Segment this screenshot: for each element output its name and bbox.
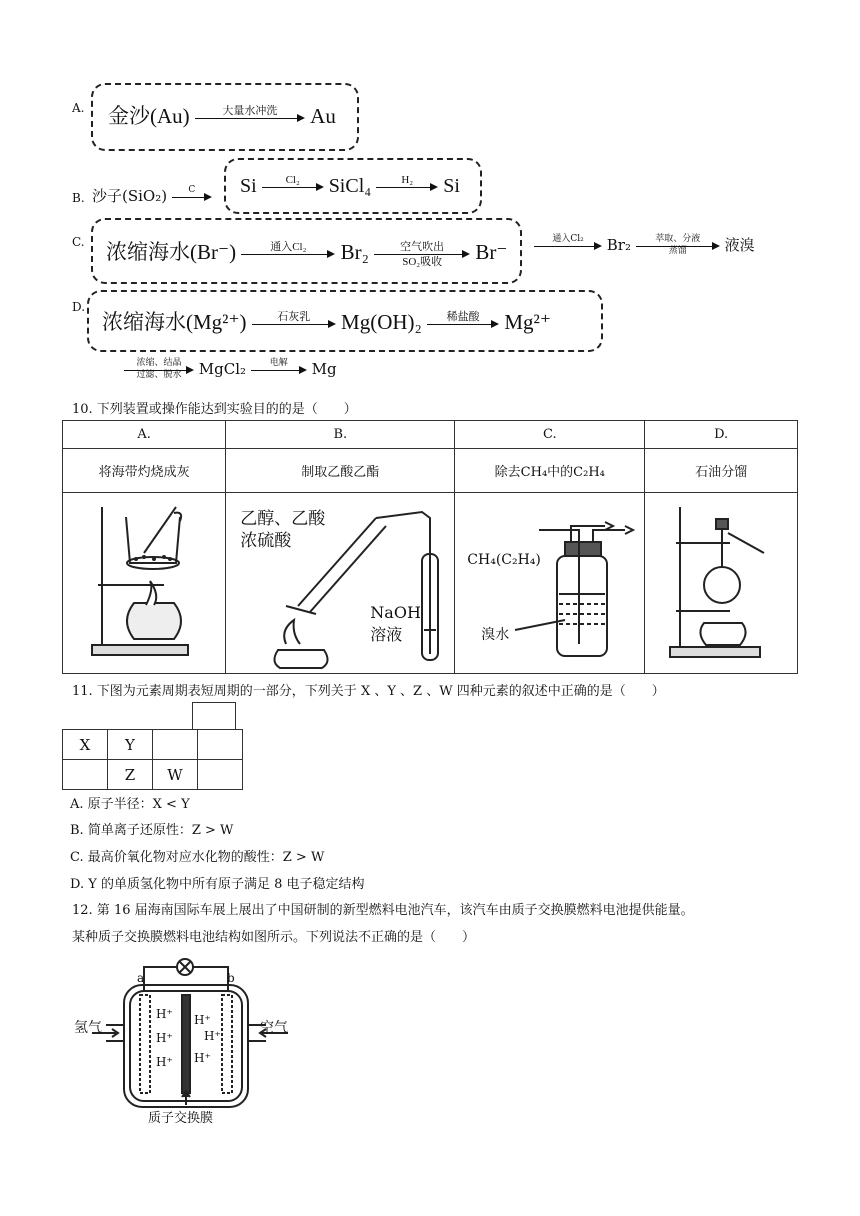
gas-washing-bottle-icon	[455, 494, 644, 672]
question-12-stem-line1: 12. 第 16 届海南国际车展上展出了中国研制的新型燃料电池汽车，该汽车由质子交换膜燃料电池提供能量。	[72, 903, 694, 918]
electrode-b-label: b	[227, 971, 235, 985]
reaction-arrow: 稀盐酸	[427, 313, 499, 335]
reaction-d-tail	[124, 360, 337, 379]
reaction-arrow: 电解	[251, 361, 307, 379]
apparatus-b-cell	[226, 493, 455, 674]
reaction-arrow: 空气吹出 SO₂吸收	[374, 243, 470, 265]
option-label-c: C.	[72, 235, 85, 249]
species: Mg²⁺	[504, 310, 551, 334]
col-header: A.	[63, 421, 226, 449]
reagent-label: 浓硫酸	[240, 531, 292, 551]
membrane-label: 质子交换膜	[148, 1111, 214, 1126]
species: Au	[310, 104, 336, 128]
reaction-arrow: Cl₂	[262, 177, 324, 197]
reaction-d	[102, 306, 551, 336]
hydrogen-label: 氢气	[74, 1020, 102, 1036]
periodic-table-top-cell	[192, 702, 236, 730]
reaction-arrow: 通入Cl₂	[534, 237, 602, 255]
reaction-arrow: 通入Cl₂	[241, 243, 335, 265]
species: 浓缩海水(Mg²⁺)	[102, 310, 247, 334]
reaction-arrow: H₂	[376, 177, 438, 197]
proton-label: H⁺	[204, 1029, 221, 1043]
element-cell: W	[153, 760, 198, 790]
species: Si	[443, 175, 460, 197]
element-cell	[63, 760, 108, 790]
proton-label: H⁺	[194, 1051, 211, 1065]
reaction-arrow: C	[172, 188, 212, 206]
answer-option: A. 原子半径：X < Y	[70, 797, 190, 812]
crucible-burning-apparatus-icon	[64, 493, 224, 669]
answer-option: B. 简单离子还原性：Z > W	[70, 823, 234, 838]
reagent-label: NaOH	[370, 603, 421, 622]
apparatus-c-cell	[455, 493, 645, 674]
reaction-arrow: 浓缩、结晶 过滤、脱水	[124, 361, 194, 379]
fuel-cell-diagram-icon	[70, 955, 310, 1125]
apparatus-a-cell	[63, 493, 226, 674]
species: Br⁻	[475, 240, 508, 264]
proton-label: H⁺	[156, 1031, 173, 1045]
species: Br₂	[606, 236, 631, 254]
species: 沙子(SiO₂)	[92, 187, 168, 205]
proton-label: H⁺	[156, 1055, 173, 1069]
reaction-c	[106, 236, 508, 266]
periodic-table-fragment	[62, 729, 243, 790]
col-header: D.	[645, 421, 798, 449]
reagent-label: 溶液	[370, 625, 403, 644]
species: SiCl₄	[328, 175, 372, 197]
option-label-b: B.	[72, 191, 85, 205]
species: 浓缩海水(Br⁻)	[106, 240, 237, 264]
purpose-cell: 制取乙酸乙酯	[226, 449, 455, 493]
purpose-cell: 石油分馏	[645, 449, 798, 493]
element-cell	[153, 730, 198, 760]
reaction-a	[108, 100, 336, 130]
element-cell	[198, 730, 243, 760]
apparatus-d-cell	[645, 493, 798, 674]
fractional-distillation-apparatus-icon	[646, 493, 796, 669]
air-label: 空气	[260, 1020, 288, 1036]
liquid-label: 溴水	[481, 627, 510, 643]
proton-label: H⁺	[156, 1007, 173, 1021]
question-10-table	[62, 420, 798, 674]
reaction-arrow: 石灰乳	[252, 313, 336, 335]
gas-label: CH₄(C₂H₄)	[467, 552, 541, 568]
species: 液溴	[724, 236, 755, 254]
reaction-arrow: 大量水冲洗	[195, 107, 305, 129]
reagent-label: 乙醇、乙酸	[240, 509, 326, 529]
reaction-b	[240, 175, 460, 198]
element-cell: Z	[108, 760, 153, 790]
option-label-d: D.	[72, 300, 86, 314]
answer-option: C. 最高价氧化物对应水化物的酸性：Z > W	[70, 850, 325, 865]
species: MgCl₂	[198, 360, 247, 378]
species: Br₂	[340, 240, 369, 264]
electrode-a-label: a	[137, 971, 145, 985]
element-cell	[198, 760, 243, 790]
option-label-a: A.	[72, 101, 85, 115]
species: Mg(OH)₂	[341, 310, 422, 334]
element-cell: Y	[108, 730, 153, 760]
species: Mg	[311, 360, 337, 378]
reaction-c-tail	[534, 234, 755, 255]
element-cell: X	[63, 730, 108, 760]
proton-label: H⁺	[194, 1013, 211, 1027]
species: Si	[240, 175, 257, 197]
col-header: B.	[226, 421, 455, 449]
purpose-cell: 将海带灼烧成灰	[63, 449, 226, 493]
reaction-b-prefix	[92, 185, 212, 206]
answer-option: D. Y 的单质氢化物中所有原子满足 8 电子稳定结构	[70, 877, 365, 892]
question-11-stem: 11. 下图为元素周期表短周期的一部分，下列关于 X 、Y 、Z 、W 四种元素的叙述中正确的是（ ）	[72, 684, 665, 699]
col-header: C.	[455, 421, 645, 449]
purpose-cell: 除去CH₄中的C₂H₄	[455, 449, 645, 493]
esterification-apparatus-icon	[226, 494, 454, 672]
question-12-stem-line2: 某种质子交换膜燃料电池结构如图所示。下列说法不正确的是（ ）	[72, 930, 476, 945]
question-10-stem: 10. 下列装置或操作能达到实验目的的是（ ）	[72, 402, 357, 417]
fuel-cell-figure	[70, 955, 310, 1125]
reaction-arrow: 萃取、分液 蒸馏	[636, 237, 720, 255]
species: 金沙(Au)	[108, 104, 190, 128]
